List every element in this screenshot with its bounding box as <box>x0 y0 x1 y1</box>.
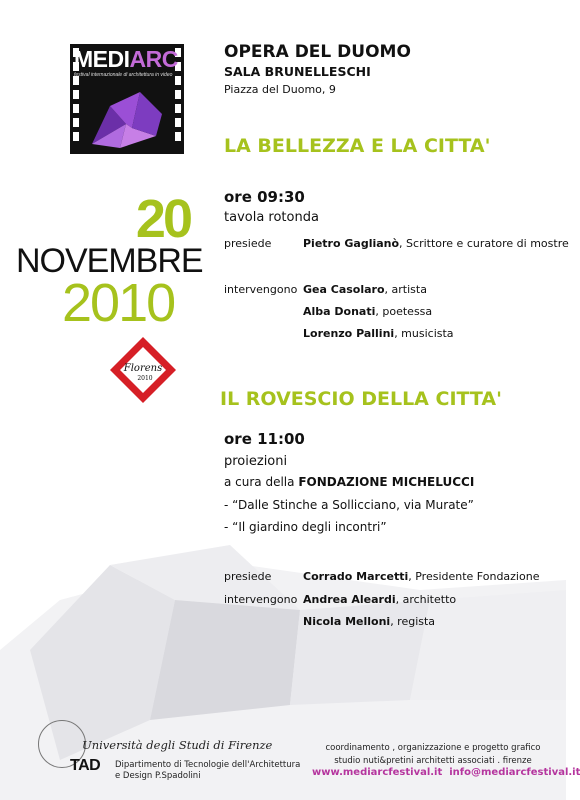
date-month: NOVEMBRE <box>16 242 203 280</box>
venue-address: Piazza del Duomo, 9 <box>224 83 336 96</box>
website-link[interactable]: www.mediarcfestival.it <box>312 767 443 778</box>
contacts <box>312 767 580 778</box>
section-1-title: LA BELLEZZA E LA CITTA' <box>224 135 491 157</box>
florens-year: 2010 <box>137 375 153 382</box>
section-2-time: ore 11:00 <box>224 430 305 448</box>
speaker-item: Alba Donati, poetessa <box>303 305 433 318</box>
film-item: - “Il giardino degli incontri” <box>224 520 387 534</box>
section-2-chair: Corrado Marcetti, Presidente Fondazione <box>303 570 540 583</box>
university-name: Università degli Studi di Firenze <box>82 738 273 752</box>
crystal-graphic <box>80 84 172 152</box>
section-1-time: ore 09:30 <box>224 188 305 206</box>
florens-label: Florens <box>123 363 163 374</box>
speaker-item: Lorenzo Pallini, musicista <box>303 327 454 340</box>
logo-title: MEDIARC <box>74 46 178 72</box>
section-2-curator: a cura della FONDAZIONE MICHELUCCI <box>224 475 475 489</box>
tad-logo: TAD <box>70 757 101 774</box>
section-2-chair-label: presiede <box>224 570 272 583</box>
department: Dipartimento di Tecnologie dell'Architettura e Design P.Spadolini <box>115 760 301 781</box>
date-day: 20 <box>135 189 190 249</box>
mediarc-logo <box>70 44 184 154</box>
section-2-title: IL ROVESCIO DELLA CITTA' <box>220 388 502 410</box>
venue-name: OPERA DEL DUOMO <box>224 42 411 62</box>
section-1-speakers-label: intervengono <box>224 283 298 296</box>
section-2-speakers-label: intervengono <box>224 593 298 606</box>
venue-hall: SALA BRUNELLESCHI <box>224 64 371 79</box>
logo-subtitle: festival internazionale di architettura in video <box>74 72 173 78</box>
section-1-chair: Pietro Gaglianò, Scrittore e curatore di mostre <box>303 237 569 250</box>
section-1-event: tavola rotonda <box>224 210 319 225</box>
speaker-item: Nicola Melloni, regista <box>303 615 436 628</box>
section-2-event: proiezioni <box>224 454 288 469</box>
date-year: 2010 <box>62 273 175 333</box>
email-link[interactable]: info@mediarcfestival.it <box>449 767 580 778</box>
speaker-item: Andrea Aleardi, architetto <box>303 593 457 606</box>
credits: coordinamento , organizzazione e progetto grafico studio nuti&pretini architetti associati . firenze <box>325 743 541 766</box>
section-1-chair-label: presiede <box>224 237 272 250</box>
film-item: - “Dalle Stinche a Sollicciano, via Murate” <box>224 498 474 512</box>
florens-logo <box>108 335 178 405</box>
speaker-item: Gea Casolaro, artista <box>303 283 427 296</box>
